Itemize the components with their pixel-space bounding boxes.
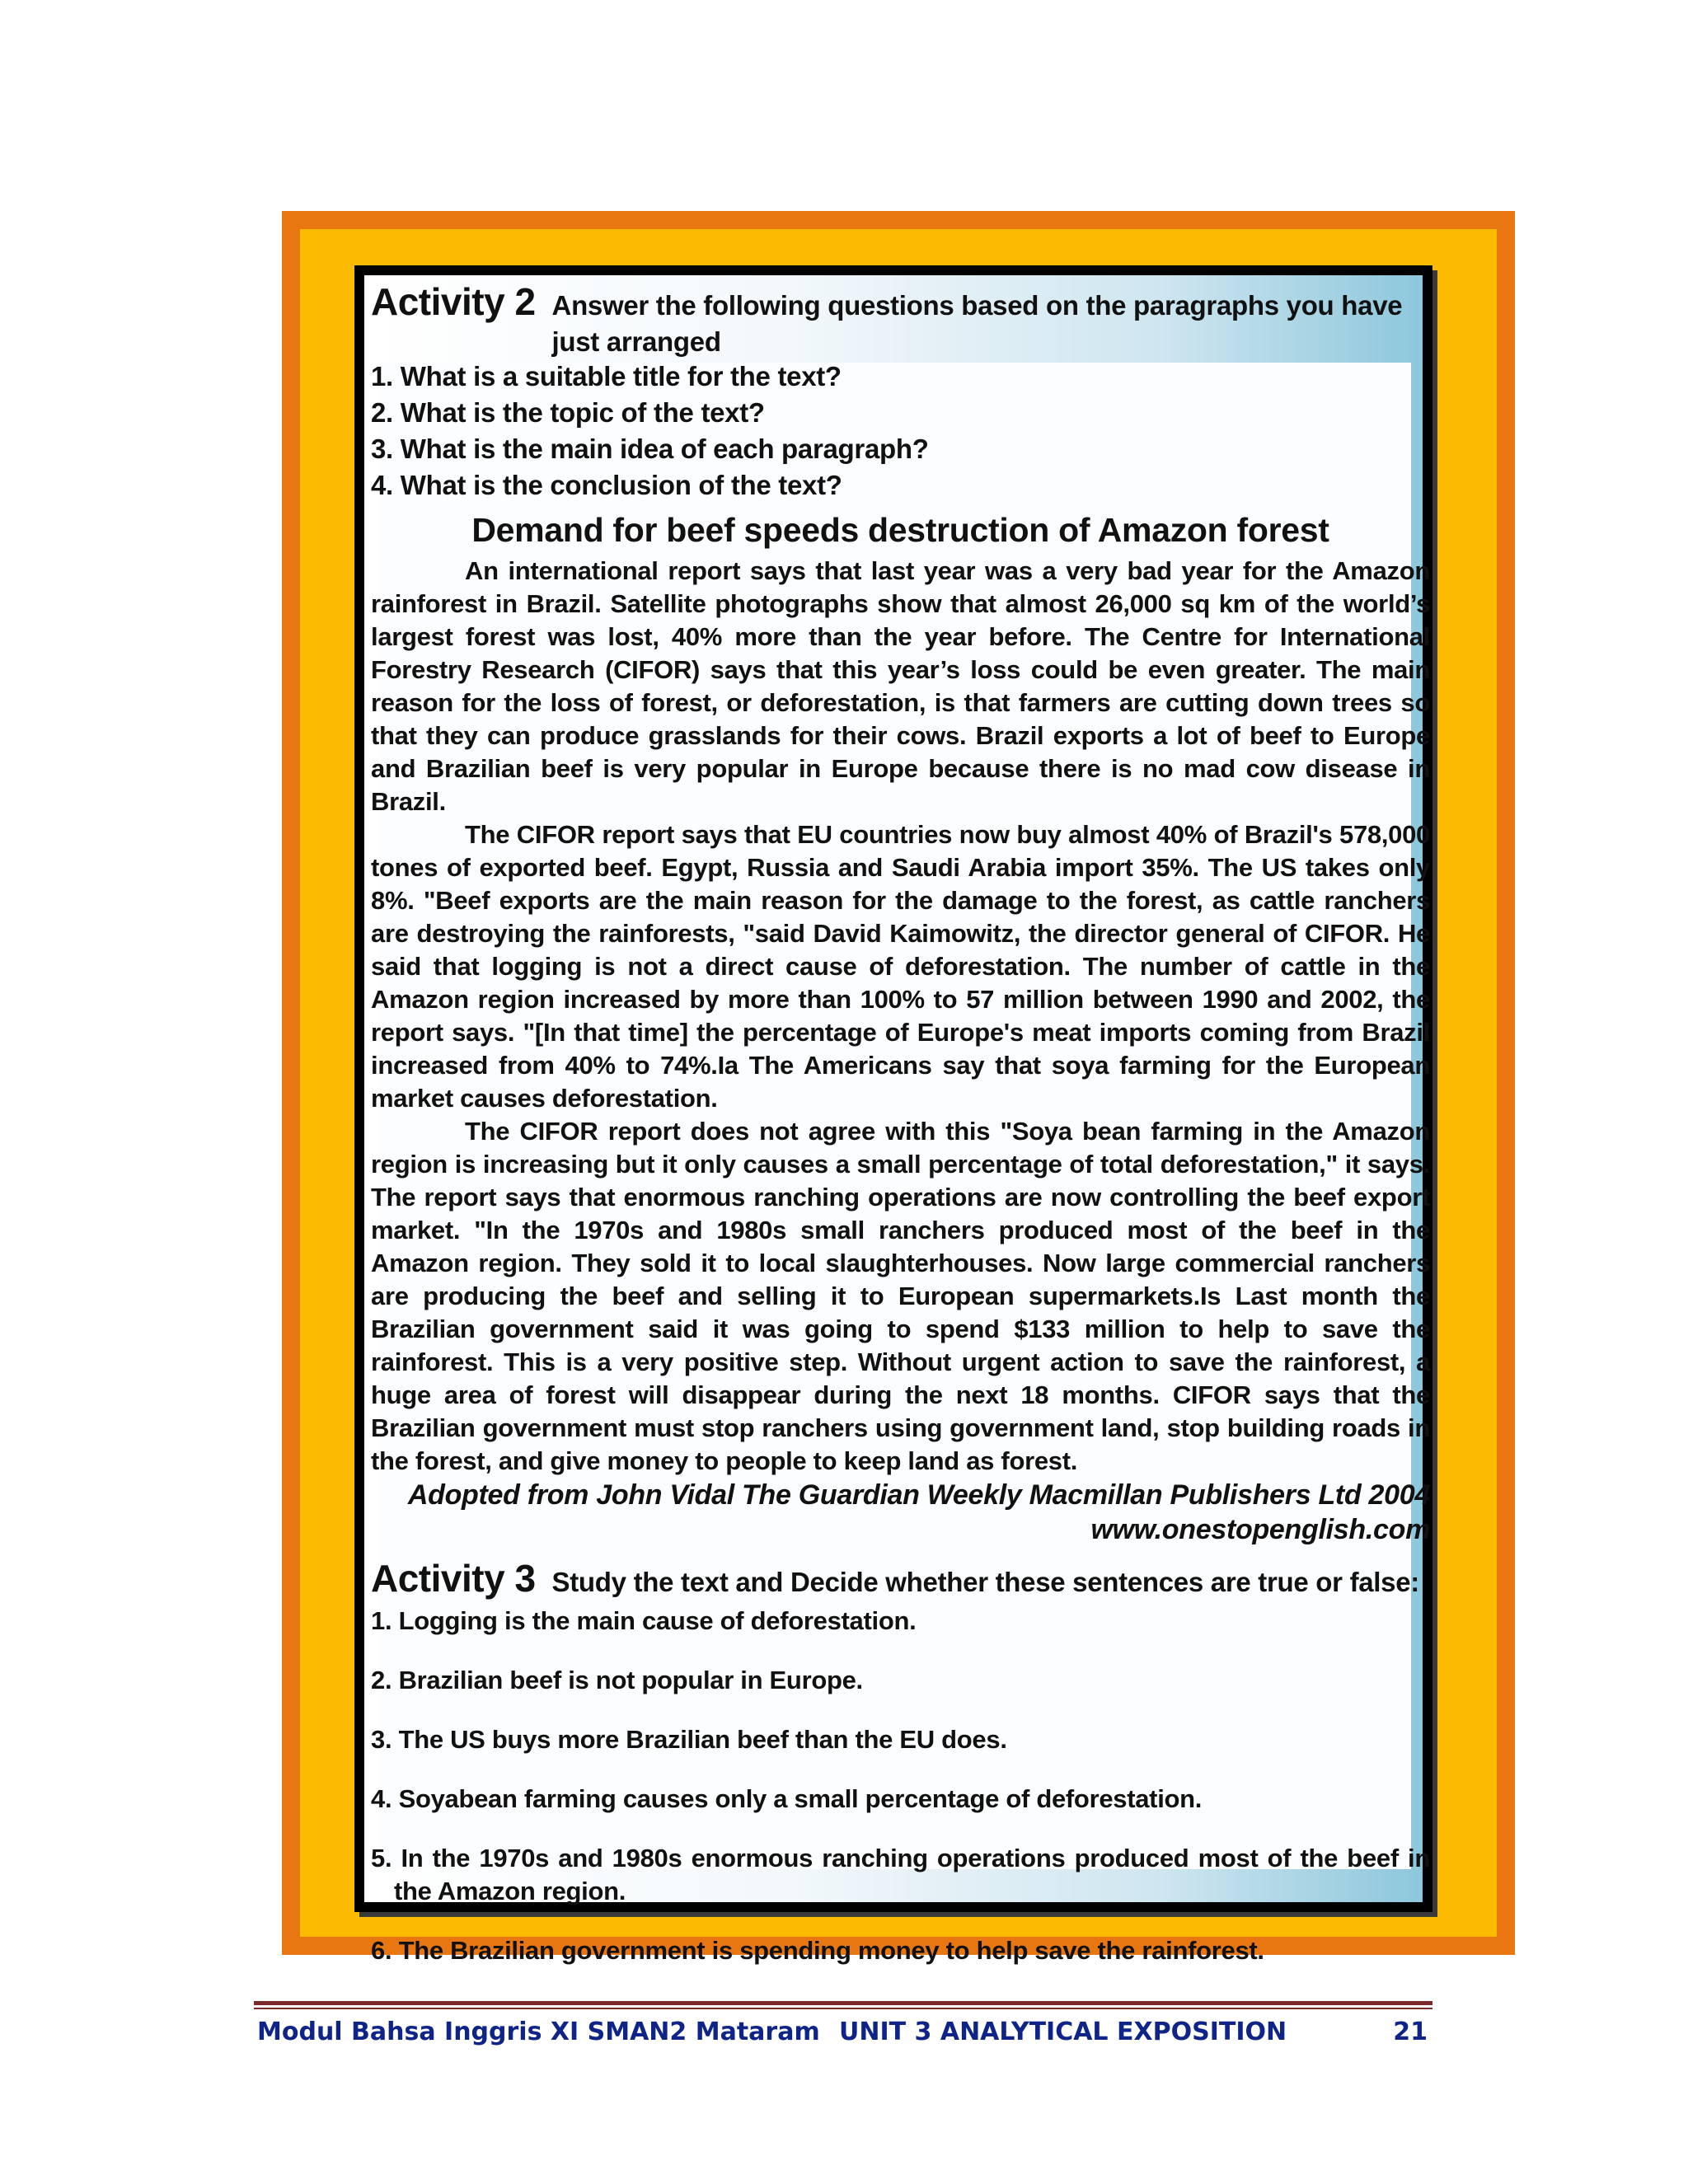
question-item: 2. What is the topic of the text? [371, 397, 765, 428]
page-number: 21 [1393, 2018, 1428, 2046]
article-title: Demand for beef speeds destruction of Amazon forest [471, 511, 1329, 549]
article-paragraph: The CIFOR report says that EU countries now buy almost 40% of Brazil's 578,000 tones of exported beef. Egypt, Russia and Saudi Arabia import 35%. The US takes only 8%. "Beef exports are the main reason for the damage to the forest, as cattle ranchers are destroying the rainforests, "said David Kaimowitz, the director general of CIFOR. He said that logging is not a direct cause of deforestation. The number of cattle in the Amazon region increased by more than 100% to 57 million between 1990 and 2002, the report says. "[In that time] the percentage of Europe's meat imports coming from Brazil increased from 40% to 74%.Ia The Americans say that soya farming for the European market causes deforestation. [371, 820, 1430, 1113]
statement-item: 5. In the 1970s and 1980s enormous ranching operations produced most of the beef in the Amazon region. [371, 1844, 1430, 1905]
activity-3-header [371, 1554, 1430, 1603]
question-item: 3. What is the main idea of each paragraph? [371, 434, 929, 464]
footer-rule-thin [254, 2008, 1432, 2009]
article-paragraph: The CIFOR report does not agree with this "Soya bean farming in the Amazon region is increasing but it only causes a small percentage of total deforestation," it says. The report says that enormous ranching operations are now controlling the beef export market. "In the 1970s and 1980s small ranchers produced most of the beef in the Amazon region. They sold it to local slaughterhouses. Now large commercial ranchers are producing the beef and selling it to European supermarkets.Is Last month the Brazilian government said it was going to spend $133 million to help to save the rainforest. This is a very positive step. Without urgent action to save the rainforest, a huge area of forest will disappear during the next 18 months. CIFOR says that the Brazilian government must stop ranchers using government land, stop building roads in the forest, and give money to people to keep land as forest. [371, 1117, 1430, 1475]
statement-item: 2. Brazilian beef is not popular in Europe. [371, 1666, 863, 1694]
statement-item: 6. The Brazilian government is spending money to help save the rainforest. [371, 1936, 1264, 1965]
worksheet-content [371, 277, 1430, 1994]
question-item: 4. What is the conclusion of the text? [371, 470, 842, 500]
true-false-statements [371, 1605, 1430, 1967]
activity-2-header [371, 277, 1430, 360]
activity-3-instruction: Study the text and Decide whether these sentences are true or false: [551, 1567, 1419, 1597]
activity-2-label: Activity 2 [371, 280, 536, 323]
footer-unit-title: UNIT 3 ANALYTICAL EXPOSITION [839, 2018, 1287, 2046]
question-item: 1. What is a suitable title for the text? [371, 361, 842, 391]
article-paragraph: An international report says that last year was a very bad year for the Amazon rainforest in Brazil. Satellite photographs show that almost 26,000 sq km of the world’s largest forest was lost, 40% more than the year before. The Centre for International Forestry Research (CIFOR) says that this year’s loss could be even greater. The main reason for the loss of forest, or deforestation, is that farmers are cutting down trees so that they can produce grasslands for their cows. Brazil exports a lot of beef to Europe and Brazilian beef is very popular in Europe because there is no mad cow disease in Brazil. [371, 556, 1430, 816]
activity-2-instruction: Answer the following questions based on the paragraphs you have just arranged [551, 290, 1403, 357]
statement-item: 3. The US buys more Brazilian beef than the EU does. [371, 1725, 1007, 1754]
source-website: www.onestopenglish.com [1090, 1514, 1430, 1545]
page-footer [257, 2018, 1428, 2059]
footer-module-name: Modul Bahsa Inggris XI SMAN2 Mataram [257, 2018, 820, 2046]
statement-item: 4. Soyabean farming causes only a small percentage of deforestation. [371, 1784, 1203, 1813]
activity-3-label: Activity 3 [371, 1557, 536, 1600]
statement-item: 1. Logging is the main cause of deforestation. [371, 1606, 917, 1635]
footer-rule [254, 2001, 1432, 2005]
activity-2-questions [371, 359, 1430, 504]
article-citation: Adopted from John Vidal The Guardian Weekly Macmillan Publishers Ltd 2004 [407, 1479, 1430, 1511]
